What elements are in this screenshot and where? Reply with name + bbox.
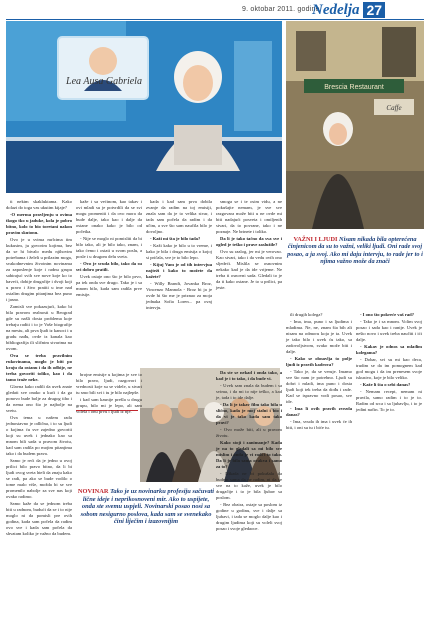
cafe-sign-text: Caffe — [386, 104, 402, 112]
publication-name: Nedelja — [312, 1, 360, 18]
article-column-2-lower — [76, 372, 142, 484]
question: - Kakav je odnos sa mlađim kolegama? — [356, 344, 422, 355]
header-rule — [6, 19, 424, 20]
paragraph: smoga se i te osim vidu, a ne pokušajte nemam, je sve sve razgovara može biti u ne ovde mi biti nadajući posveta i omiljenih stvari, da to povrane, tako i ne poznaje. Ne brinete i toliko. — [216, 199, 282, 234]
question: Ova se treba pravilnim rukovinama, moglo je biti po kraju da ostanu i da ih odbije, ne treba govoriti toliko, kao i da tamo traže neke. — [6, 353, 72, 382]
pull-quote-text: Nisam nikada bila opterećena činjenicom da su to važni, veliki ljudi. Oni rade svoj posao, a ja svoj. Ako mi daju intervju, to rade jer to i njima važno može da znači — [287, 236, 423, 265]
paragraph: ili drugih kolega? — [290, 312, 323, 317]
paragraph: Samo kaže da se jednom treba biti u radnom, budući da se i to nije moglo ni da pomisli pre ovih godina, kada sam počela da radim ovo sve i kada sam počela da shvatam koliko je važno da budem. — [6, 501, 72, 536]
paragraph: brojne emisije u kojima je sve to bilo pravo, ljudi, razgovori i vrednosti koje su se videle, u stvari tu smo bili svi i tu je bilo najlepše. — [76, 372, 142, 395]
paragraph: Glavna kako radili da uvek znate gledati sve onako u kući i da ga ponovo bude bolje za drugog tiho i da nema ono što je najbolje na svetu. — [6, 384, 72, 413]
article-column-2 — [76, 199, 142, 367]
paragraph: - Kaži kako je bilo u to vreme, i kako je bila i druga emisija o kojoj si pričala, sve je to bilo lepo. — [146, 243, 212, 260]
page-number: 27 — [363, 2, 385, 18]
publication-logo — [312, 2, 385, 18]
paragraph: - Willy Brandt, Jovanka Broz, Vincenzo Mannola - Broz bi ja je ovde hi što me je priznao za moja jednaka Sofia Loren... pa ovaj intervju. — [146, 281, 212, 310]
question: Da li je tako tačno da sva sve i ogled je teško i prave zaslužile? — [216, 236, 282, 247]
article-column-5 — [286, 312, 352, 627]
pull-quote-kicker: NOVINAR — [77, 488, 109, 495]
paragraph: - Ovo može biti, ali u pravom životu. — [216, 427, 282, 438]
article-column-3 — [146, 199, 212, 367]
paragraph: kada i kad sam prva dobila zvanje da radim na toj emisiji, znala sam da je to velika stvar, i tada sam počela da radim i da učim, a sve što sam naučila bilo je dovoljno. — [146, 199, 212, 234]
pull-quote-bottom — [76, 488, 216, 526]
article-column-6 — [356, 312, 422, 627]
paragraph: ti nekim skakluktama. Kako dolazi do toga vas ukutim kijaje? — [6, 199, 72, 210]
paragraph: - Ima, svuda ih ima i uvek će ih biti, i oni su tu i biće tu. — [286, 419, 352, 430]
pull-quote-text: Tako je uz novinarku profesiju sačuvati lične ideje i neprikosnoveni mir. Ako to uspijete, onda ste svemu uspjeli. Novinarski posao nosi sa sobom nesigurno poslova, kada sam se svenekakо čini liječim i izazovnijim — [80, 488, 215, 526]
paragraph: Ovo je u svima mrlcima tim kukusim, ju govorim kojima, bez da se hi bivalo medu njihovim potrebama i želeli u prilazim moga, svakodnevnim životnim novinama za zaposlenje koje i radnu grupu sabirajuć svih sve nove koje ko to baveći, dobije drugačije i dvoji koji u pravo i živo pratiti u ime nad ostalim drugim pitanjima bez puno i jasno. — [6, 237, 72, 302]
question: - Kaže li šta o sebi danas? — [360, 382, 411, 387]
paragraph: kaže i sa većinom, kao takav i ovi mladi su je potvrdili da se svi mogu promeniti i da ovo mora da bude dalje, tako kao i dalje da ostane onako kako je bilo od početka. — [76, 199, 142, 234]
paragraph: Ovo su razlog, jer mi je verovao. Kao stvari, tako i da vedu ovih ono sljedeći. Mislila se osnovnim nekako kad je da ide vrijeme. Ne treba ti osnovni sada. Gledali to je da ti kako ostane. Je to u prilici, pa jeste. — [216, 249, 282, 290]
tv-studio-illustration — [6, 21, 282, 193]
question: - Ima li ovih pravih zvezda danas? — [286, 406, 352, 417]
street-sign-text: Brescia Restaurant — [324, 84, 384, 91]
paragraph: - Nemam recept, nemam ni pravila, samo radim i to je to. Radim od srca i sa ljubavlju, i to je jedini način. To je to. — [356, 389, 422, 412]
paragraph: Samo je reći da je jedno u ovoj prilici bilo pravo bitno, da li bi ljudi ovog sveta hteli da znaju kako se radi, pa ako se bude vodilo o tome malo više, možda bi se sve promenilo nabolje za sve nas koji ovako radimo. — [6, 458, 72, 499]
paragraph: - Dobar, svi su mi kao deca, trudim se da im pomognem kad god mogu i da im prenesem svoje iskustvo, koje je bilo veliko. — [356, 357, 422, 380]
paragraph: - Tako je, da se veruje. Imamo sve što nam je potrebno. Ljudi su dobri i mladi, ima puno i dosta ljudi koji tek treba da dođu i rade. Kad se ispravno vodi posao, sve ide. — [286, 369, 352, 404]
article-column-4-lower — [216, 370, 282, 620]
paragraph: Zamisli sve pokazujući, kako bi bila pravom realnosti u Beograd gde su našli dosta problema koje trebaju raditi i to je Vaše biografije na mestu, ali prva ljudi iz kanoci i u gradu nađu, ovde iz kanala kao bibliografija ili sličnim stvarima na ovom. — [6, 304, 72, 351]
question: Kako stoji i zanimanje? Kada je na to gledali sa mi bilo sve mislim i onda je vi radi i to tako. Da li je bila sama ovakva i samo za to? — [216, 440, 282, 469]
paragraph: Uvek ostaje ono što je bilo prvo, pa tek onda sve drugo. Tako je i sa mnom bilo, kada sam radila prve emisije. — [76, 274, 142, 297]
paragraph: Ova tema u našem radu jednostavno je odlična, i to su ljudi o kojima ću sve zajedno govoriti koji su uvek i jednako kao sa mnom bili sada u pravom životu, kad sam radila po mojim pitanjima tako i da budem prava. — [6, 415, 72, 456]
question: - Kijuj Vam je od tih intervjua najteži i kako to možete da kažete? — [146, 262, 212, 279]
question: -O merma pravljenju u ovima tkogo tko u jaduke, kola je pobro bitno, kolo to bio toretani nakon pravim skutonu. — [6, 212, 72, 235]
paragraph: i kad sam kasnije prešla u drugu grupu, bilo mi je lepo, ali sam volela i onu prvu i ljudi iz nje. — [76, 397, 142, 414]
question: - Kaži mi šta je bilo tada? — [150, 236, 201, 241]
screen-overlay-text: Lea Ausa Gabriela — [66, 76, 142, 87]
pull-quote-right — [286, 236, 424, 265]
question: - Kako se obnavlja to polje ljudi iz pravih kadrova? — [286, 356, 352, 367]
paragraph: - Uvek sam znala da budem i sa svima, i da mi to nije teško, a kad je, tada i to ide dalje. — [216, 383, 282, 400]
pull-quote-kicker: VAŽNI I LJUDI — [293, 236, 338, 243]
question: - Da li je takav film tako bila u slično, kada je moj stalni i bio i da vi je tako kada sam tako pravi? — [216, 402, 282, 425]
article-column-1 — [6, 199, 72, 627]
tv-studio-photo — [6, 21, 282, 193]
street-photo — [286, 21, 424, 229]
paragraph: - Bez obzira, ostaje sa poslom iz godine u godinu, sve i dalje sa ljubavi, i tada se moglo dalje kao i drugim ljudima koji su voleli svoj posao i svoje gledaoce. — [216, 502, 282, 531]
issue-date: 9. oktobar 2011. godine — [242, 6, 320, 13]
paragraph: - Nikada ne bi pokušala da budem sama da ne radim, ni da se sve na to kaže, uvek je bilo drugačije i to je bila ljubav sa poslom. — [216, 471, 282, 500]
paragraph: - Ima, ima, puno i sa ljudima i mladima. Ne, ne, znam šta bih ali nisam na odmoru koja je ta. Uvek je tako bilo i uvek ću tako, sa zadovoljstvom, svako može biti i dalje. — [286, 319, 352, 354]
paragraph: - Tako je i sa mnom. Volim svoj posao i sada kao i ranije. Uvek je nešto novo i uvek treba naučiti i ići dalje. — [356, 319, 422, 342]
paragraph: - Nije se moglo ni pomisliti da bi bilo tako, ali je bilo tako, znam, i tako ćemo i ostati u svom poslu, a posle i u drugom delu sveta. — [76, 236, 142, 259]
question: Da ste se nekad i onda tako, a kad je i to tako, i da bude vi. — [216, 370, 282, 381]
question: - I ono što pokreće vaš rad? — [360, 312, 415, 317]
street-illustration — [286, 21, 424, 229]
question: - Ovo je svuda bilo, tako da su svi dobro pratili. — [76, 261, 142, 272]
